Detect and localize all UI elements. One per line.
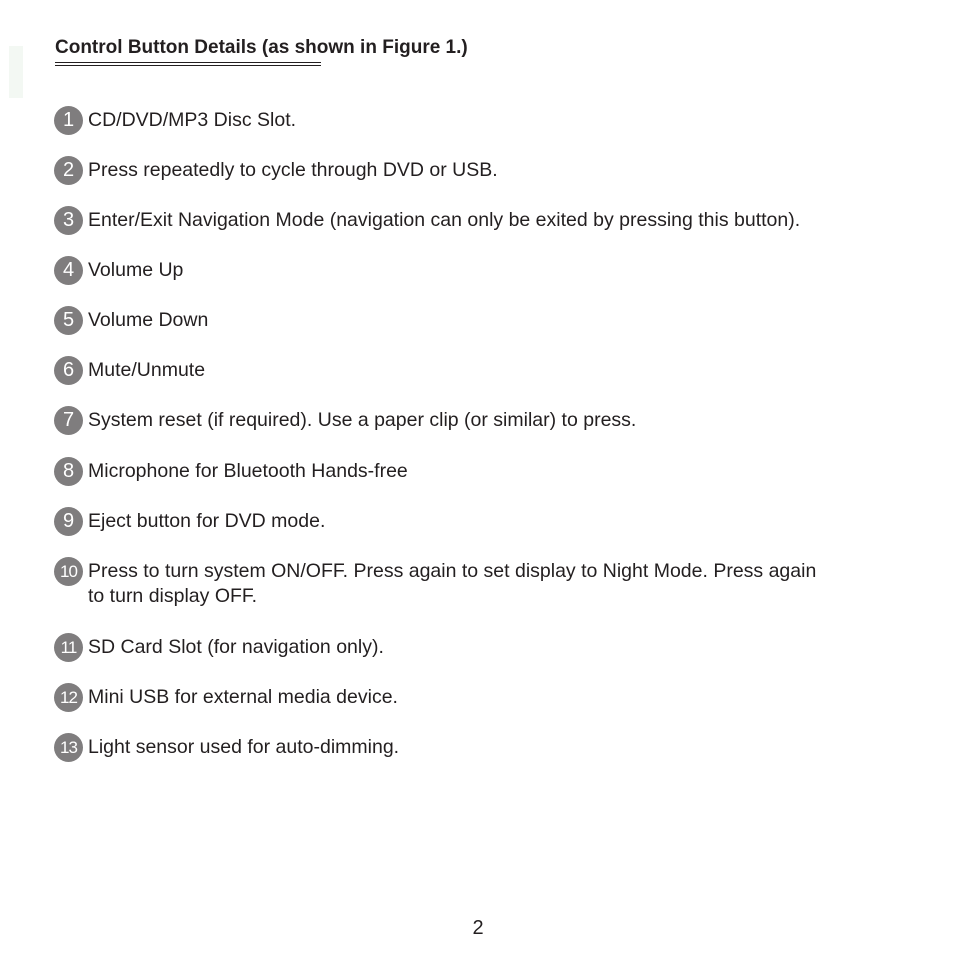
item-number-badge: 4 <box>54 256 83 285</box>
item-description: Microphone for Bluetooth Hands-free <box>88 460 408 482</box>
item-description: CD/DVD/MP3 Disc Slot. <box>88 109 297 131</box>
item-description: Mute/Unmute <box>88 359 206 381</box>
item-number-badge: 8 <box>54 457 83 486</box>
item-number-badge: 7 <box>54 406 83 435</box>
item-number-badge: 3 <box>54 206 83 235</box>
item-description: Press repeatedly to cycle through DVD or USB. <box>88 159 498 181</box>
item-description: Eject button for DVD mode. <box>88 510 326 532</box>
item-number-badge: 5 <box>54 306 83 335</box>
item-description: Light sensor used for auto-dimming. <box>88 736 400 758</box>
item-description: Volume Down <box>88 309 209 331</box>
item-number-badge: 10 <box>54 557 83 586</box>
item-number-badge: 6 <box>54 356 83 385</box>
item-description: System reset (if required). Use a paper clip (or similar) to press. <box>88 409 637 431</box>
item-number-badge: 11 <box>54 633 83 662</box>
page-number: 2 <box>472 917 484 939</box>
section-heading: Control Button Details (as shown in Figure 1.) <box>55 37 468 58</box>
item-number-badge: 12 <box>54 683 83 712</box>
item-description: Press to turn system ON/OFF. Press again to set display to Night Mode. Press again to turn display OFF. <box>88 560 817 607</box>
item-number-badge: 2 <box>54 156 83 185</box>
item-number-badge: 1 <box>54 106 83 135</box>
item-description: SD Card Slot (for navigation only). <box>88 636 384 658</box>
item-description: Volume Up <box>88 259 184 281</box>
item-number-badge: 13 <box>54 733 83 762</box>
item-number-badge: 9 <box>54 507 83 536</box>
item-description: Enter/Exit Navigation Mode (navigation can only be exited by pressing this button). <box>88 209 801 231</box>
item-description: Mini USB for external media device. <box>88 686 398 708</box>
